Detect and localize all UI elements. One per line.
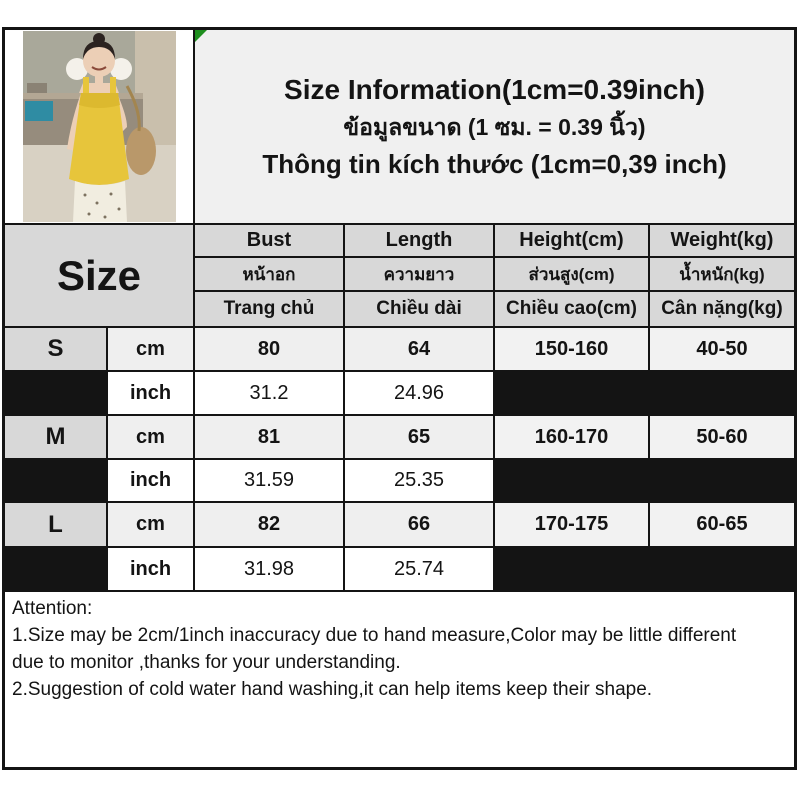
header-length-th: ความยาว	[345, 258, 493, 290]
header-length-en: Length	[345, 225, 493, 256]
row-s-bust-cm: 80	[195, 328, 343, 370]
title-vietnamese: Thông tin kích thước (1cm=0,39 inch)	[262, 148, 727, 179]
header-bust-th: หน้าอก	[195, 258, 343, 290]
row-l-height: 170-175	[495, 503, 648, 546]
row-l-label: L	[5, 503, 106, 546]
header-height-th: ส่วนสูง(cm)	[495, 258, 648, 290]
row-l-unit-cm: cm	[108, 503, 193, 546]
row-l-bust-cm: 82	[195, 503, 343, 546]
row-s-weight: 40-50	[650, 328, 794, 370]
row-l-length-cm: 66	[345, 503, 493, 546]
size-chart-sheet	[2, 27, 797, 770]
row-s-length-inch: 24.96	[345, 372, 493, 414]
product-photo	[23, 31, 176, 222]
row-m-height: 160-170	[495, 416, 648, 458]
attention-line-3: 2.Suggestion of cold water hand washing,it can help items keep their shape.	[12, 679, 653, 700]
attention-heading: Attention:	[12, 598, 93, 619]
title-cell	[195, 30, 794, 223]
attention-line-2: due to monitor ,thanks for your understanding.	[12, 652, 401, 673]
attention-notes	[5, 592, 794, 767]
row-s-unit-cm: cm	[108, 328, 193, 370]
row-m-unit-cm: cm	[108, 416, 193, 458]
row-s-bust-inch: 31.2	[195, 372, 343, 414]
row-m-length-inch: 25.35	[345, 460, 493, 501]
row-m-length-cm: 65	[345, 416, 493, 458]
header-height-en: Height(cm)	[495, 225, 648, 256]
header-bust-vi: Trang chủ	[195, 292, 343, 326]
row-m-weight: 50-60	[650, 416, 794, 458]
row-s-height: 150-160	[495, 328, 648, 370]
row-s-label: S	[5, 328, 106, 370]
row-l-bust-inch: 31.98	[195, 548, 343, 590]
product-photo-cell	[5, 30, 193, 223]
row-l-weight: 60-65	[650, 503, 794, 546]
row-m-bust-cm: 81	[195, 416, 343, 458]
row-m-bust-inch: 31.59	[195, 460, 343, 501]
row-m-unit-inch: inch	[108, 460, 193, 501]
header-height-vi: Chiều cao(cm)	[495, 292, 648, 326]
header-weight-vi: Cân nặng(kg)	[650, 292, 794, 326]
attention-line-1: 1.Size may be 2cm/1inch inaccuracy due to hand measure,Color may be little different	[12, 625, 737, 646]
title-thai: ข้อมูลขนาด (1 ซม. = 0.39 นิ้ว)	[343, 113, 646, 140]
header-weight-en: Weight(kg)	[650, 225, 794, 256]
row-m-label: M	[5, 416, 106, 458]
row-l-unit-inch: inch	[108, 548, 193, 590]
row-s-unit-inch: inch	[108, 372, 193, 414]
row-s-length-cm: 64	[345, 328, 493, 370]
row-l-length-inch: 25.74	[345, 548, 493, 590]
size-column-header: Size	[5, 225, 193, 326]
green-corner-flag-icon	[195, 30, 207, 42]
title-english: Size Information(1cm=0.39inch)	[284, 73, 705, 105]
header-weight-th: น้ำหนัก(kg)	[650, 258, 794, 290]
header-length-vi: Chiều dài	[345, 292, 493, 326]
header-bust-en: Bust	[195, 225, 343, 256]
model-photo-illustration	[23, 31, 176, 222]
